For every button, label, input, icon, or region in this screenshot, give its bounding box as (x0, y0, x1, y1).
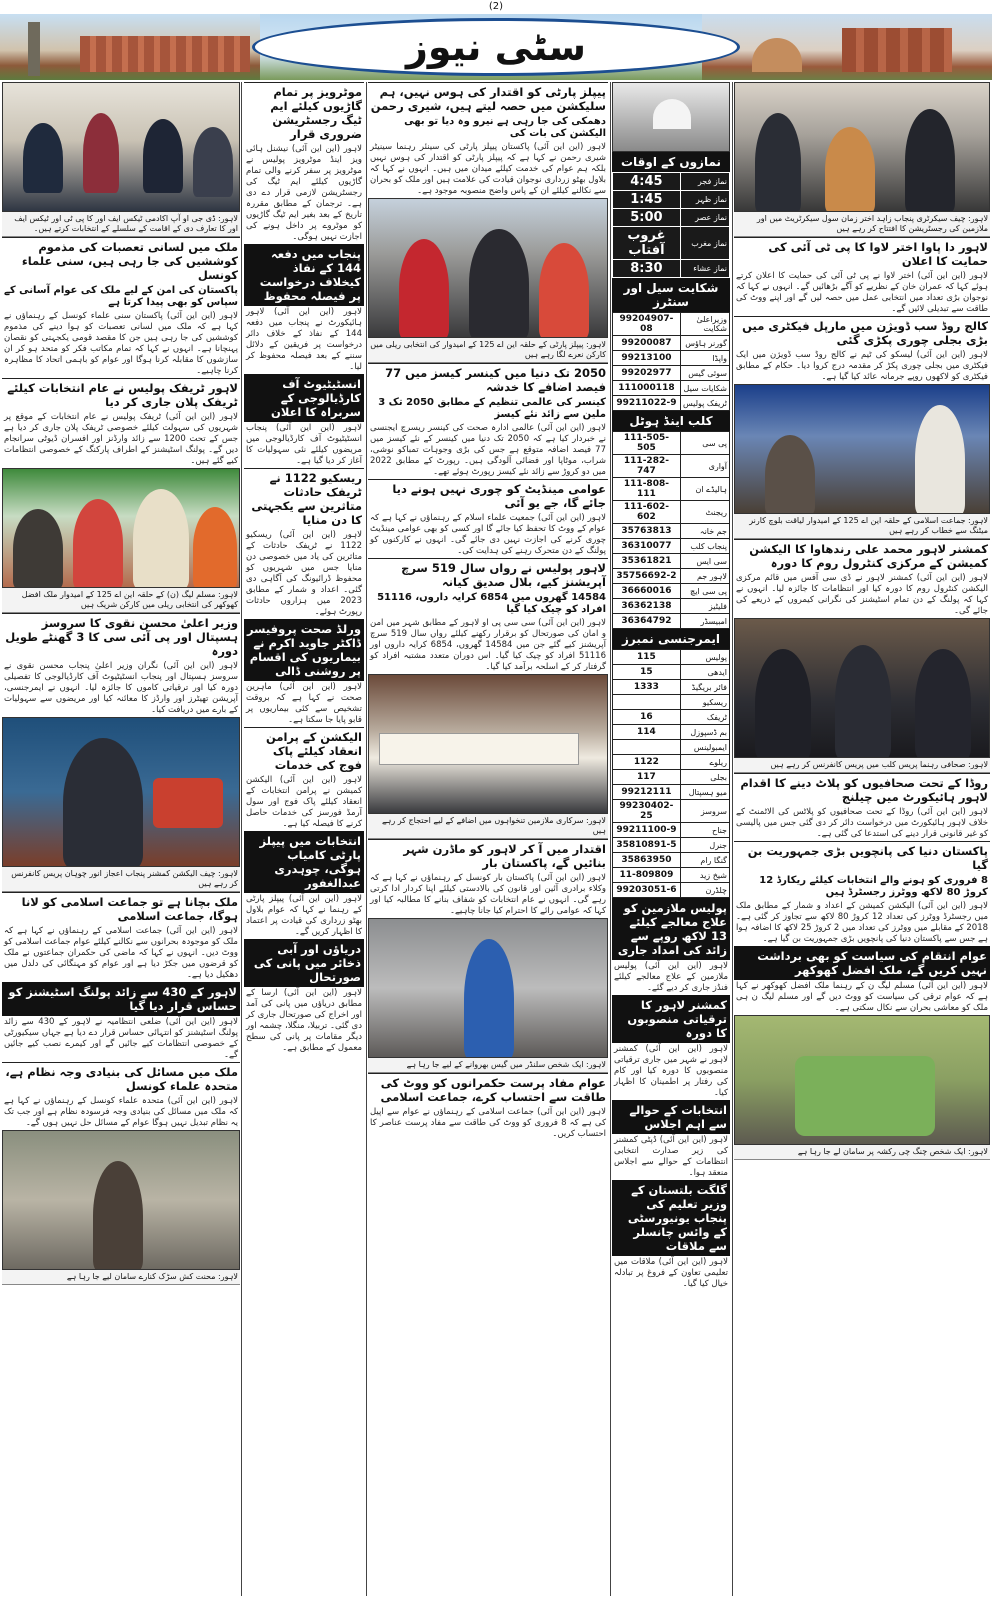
photo-caption: لاہور: محنت کش سڑک کنارے سامان لیے جا رہا ہے (2, 1270, 240, 1285)
article-body: لاہور (این این آئی) مسلم لیگ ن کے رہنما ملک افضل کھوکھر نے کہا ہے کہ عوام ترقی کی سیاست کو ووٹ دیں گے اور مسلم لیگ ن ہی ملک کو معاشی بحران سے نکال سکتی ہے۔ (736, 981, 988, 1013)
emergency-row-label: ایدھی (680, 665, 729, 680)
photo-caption: لاہور: ڈی جی او آپ اکادمی ٹیکس ایف اور کا پی ٹی اور ٹیکس ایف اور کا تعارف دی کے اقامت کے سلسلے کے انتخابات کرتے ہیں۔ (2, 212, 240, 237)
headline: موٹرویز پر تمام گاڑیوں کیلئے ایم ٹیگ رجسٹریشن ضروری قرار (244, 82, 364, 143)
rally-photo (2, 468, 240, 588)
headline: روڈا کے تحت صحافیوں کو پلاٹ دینے کا اقدام لاہور ہائیکورٹ میں چیلنج (734, 773, 990, 806)
emergency-row (613, 650, 730, 665)
emergency-row-value: 114 (613, 725, 681, 740)
headline: کمشنر لاہور محمد علی رندھاوا کا الیکشن کمیشن کے مرکزی کنٹرول روم کا دورہ (734, 539, 990, 572)
emergency-row-value: 35810891-5 (613, 838, 681, 853)
headline: عوام انتقام کی سیاست کو بھی برداشت نہیں کریں گے، ملک افضل کھوکھر (734, 946, 990, 980)
prayer-row-label: نماز عشاء (680, 260, 729, 278)
emergency-row-label: شیخ زید (680, 868, 729, 883)
emergency-row-value: 115 (613, 650, 681, 665)
prayer-row (613, 227, 730, 260)
column-1 (2, 82, 240, 1596)
complaint-row-value: 111000118 (613, 381, 681, 396)
prayer-row (613, 209, 730, 227)
article-body: لاہور (این این آئی) ریسکیو 1122 نے ٹریفک حادثات کے متاثرین کی یاد میں خصوصی دن منایا جس میں شہریوں کو محفوظ ڈرائیونگ کی آگاہی دی گئی۔ اعداد و شمار کے مطابق 2023 میں ہزاروں حادثات رپورٹ ہوئے۔ (246, 530, 362, 617)
headline: پیپلز پارٹی کو اقتدار کی ہوس نہیں، ہم سلیکشن میں حصہ لیتے ہیں، شیری رحمن (368, 82, 608, 115)
headline: دریاؤں اور آبی ذخائر میں پانی کی صورتحال (244, 939, 364, 987)
prayer-row (613, 173, 730, 191)
club-row-label: پی سی (680, 432, 729, 455)
photo-caption: لاہور: سرکاری ملازمین تنخواہوں میں اضافے کے لیے احتجاج کر رہے ہیں (368, 814, 608, 839)
emergency-row (613, 755, 730, 770)
headline: اقتدار میں آ کر لاہور کو ماڈرن شہر بنائیں گے، پاکستان بار (368, 839, 608, 872)
press-conference-photo (2, 717, 240, 867)
subheadline: 8 فروری کو ہونے والے انتخابات کیلئے ریکارڈ 12 کروڑ 80 لاکھ ووٹرز رجسٹرڈ ہیں (759, 875, 988, 898)
prayer-row-value: 8:30 (613, 260, 681, 278)
photo-caption: لاہور: ایک شخص سلنڈر میں گیس بھروانے کے لیے جا رہا ہے (368, 1058, 608, 1073)
article-body: لاہور (این این آئی) پاکستان پیپلز پارٹی کی سینئر رہنما سینیٹر شیری رحمن نے کہا ہے کہ پیپلز پارٹی کو اقتدار کی ہوس نہیں بلکہ ہم عوام کی خدمت کیلئے میدان میں ہیں۔ انہوں نے کہا کہ بلاول بھٹو زرداری نوجوان قیادت کی علامت ہیں اور ملک کو بحران سے نکالنے کیلئے ان کے پاس واضح منصوبہ موجود ہے۔ (370, 142, 606, 196)
club-row (613, 599, 730, 614)
club-row-value: 36362138 (613, 599, 681, 614)
emergency-row-value: 1122 (613, 755, 681, 770)
article-body: لاہور (این این آئی) روڈا کے تحت صحافیوں کو پلاٹس کی الاٹمنٹ کے خلاف لاہور ہائیکورٹ میں درخواست دائر کر دی گئی جس میں پالیسی کو غیر قانونی قرار دینے کی استدعا کی گئی ہے۔ (736, 807, 988, 839)
club-row-value: 36660016 (613, 584, 681, 599)
club-row-label: پنجاب کلب (680, 539, 729, 554)
emergency-row-label: بجلی (680, 770, 729, 785)
headline: ملک بچانا ہے تو جماعت اسلامی کو لانا ہوگا، جماعت اسلامی (2, 892, 240, 925)
complaint-row-value: 99204907-08 (613, 313, 681, 336)
prayer-row-label: نماز ظہر (680, 191, 729, 209)
subheadline: پاکستان کی امن کے لیے ملک کی عوام آسانی کے سپاس کو بھی پیدا کرتا ہے (4, 285, 238, 308)
headline: پولیس ملازمین کو علاج معالجے کیلئے 13 لاکھ روپے سے زائد کی امداد جاری (612, 898, 730, 960)
club-row (613, 554, 730, 569)
article-body: لاہور (این این آئی) اختر لاوا نے پی ٹی آئی کی حمایت کا اعلان کرتے ہوئے کہا کہ عمران خان کے نظریے کو آگے بڑھائیں گے۔ انہوں نے کہا کہ نوجوان بڑی تعداد میں انتخابی عمل میں حصہ لیں گے اور اپنے ووٹ کی طاقت سے تبدیلی لائیں گے۔ (736, 271, 988, 314)
prayer-row (613, 260, 730, 278)
club-row-value: 111-808-111 (613, 478, 681, 501)
emergency-row (613, 823, 730, 838)
column-4-sidebar (612, 82, 730, 1596)
complaint-row (613, 336, 730, 351)
article-body: لاہور (این این آئی) پاکستان بار کونسل کے رہنماؤں نے کہا ہے کہ وکلاء برادری آئین اور قانون کی بالادستی کیلئے اپنا کردار ادا کرتی رہے گی۔ انہوں نے عام انتخابات کو شفاف بنانے کا مطالبہ کیا اور کہا کہ عوامی رائے کا احترام کیا جانا چاہیے۔ (370, 873, 606, 916)
club-row-value: 36364792 (613, 614, 681, 629)
tomb-illustration (752, 38, 802, 72)
headline: پنجاب میں دفعہ 144 کے نفاذ کیخلاف درخواست پر فیصلہ محفوظ (244, 244, 364, 306)
emergency-row-label: چلڈرن (680, 883, 729, 898)
emergency-row-value: 35863950 (613, 853, 681, 868)
club-row-label: سی ایس (680, 554, 729, 569)
emergency-row-label: ٹریفک (680, 710, 729, 725)
prayer-row-value: غروب آفتاب (613, 227, 681, 260)
emergency-row (613, 770, 730, 785)
club-row-label: پی سی ایچ (680, 584, 729, 599)
headline: عوامی مینڈیٹ کو چوری نہیں ہونے دیا جائے گا، جے یو آئی (368, 479, 608, 512)
column-rule (241, 82, 242, 1596)
article-body: لاہور (این این آئی) ارسا کے مطابق دریاؤں میں پانی کی آمد اور اخراج کی صورتحال جاری کر دی گئی۔ تربیلا، منگلا، چشمہ اور دیگر مقامات پر پانی کی سطح معمول کے مطابق ہے۔ (246, 988, 362, 1053)
emergency-row (613, 883, 730, 898)
prayer-times-table (612, 172, 730, 278)
article-body: لاہور (این این آئی) متحدہ علماء کونسل کے رہنماؤں نے کہا ہے کہ ملک میں مسائل کی بنیادی وجہ فرسودہ نظام ہے اور جب تک یہ نظام تبدیل نہیں ہوگا عوام کے مسائل حل نہیں ہوں گے۔ (4, 1096, 238, 1128)
gas-cylinder-photo (368, 918, 608, 1058)
subheadline: کینسر کی عالمی تنظیم کے مطابق 2050 تک 3 ملین سے زائد نئے کیسز (378, 397, 606, 420)
emergency-row (613, 800, 730, 823)
emergency-row-label: ریلوے (680, 755, 729, 770)
club-row-value: 111-505-505 (613, 432, 681, 455)
emergency-row-label: میو ہسپتال (680, 785, 729, 800)
complaint-row-label: ٹریفک پولیس (680, 396, 729, 411)
article-body: لاہور (این این آئی) ضلعی انتظامیہ نے لاہور کے 430 سے زائد پولنگ اسٹیشنز کو انتہائی حساس قرار دے دیا ہے جہاں سیکیورٹی کے خصوصی انتظامات کیے جائیں گے اور کیمرے نصب کیے جائیں گے۔ (4, 1017, 238, 1060)
club-row-label: ریجنٹ (680, 501, 729, 524)
club-row (613, 501, 730, 524)
prayer-row-label: نماز فجر (680, 173, 729, 191)
headline: گلگت بلتستان کے وزیر تعلیم کی پنجاب یونیورسٹی کے وائس چانسلر سے ملاقات (612, 1180, 730, 1256)
photo-caption: لاہور: جماعت اسلامی کے حلقہ این اے 125 کے امیدوار لیاقت بلوچ کارنر میٹنگ سے خطاب کر رہے ہیں (734, 514, 990, 539)
article-body: لاہور (این این آئی) ٹریفک پولیس نے عام انتخابات کے موقع پر شہریوں کی سہولت کیلئے خصوصی ٹریفک پلان جاری کر دیا ہے جس کے تحت 1200 سے زائد وارڈنز اور افسران ڈیوٹی سرانجام دیں گے۔ پولنگ اسٹیشنز کے اطراف پارکنگ کے خصوصی انتظامات کیے گئے ہیں۔ (4, 412, 238, 466)
headline: انتخابات میں پیپلز پارٹی کامیاب ہوگی، چوہدری عبدالغفور (244, 831, 364, 893)
photo-caption: لاہور: چیف سیکرٹری پنجاب زاہد اختر زمان سول سیکرٹریٹ میں اور ملازمین کی رجسٹریشن کا افتتاح کر رہے ہیں (734, 212, 990, 237)
emergency-row (613, 868, 730, 883)
emergency-row-label: جنرل (680, 838, 729, 853)
club-row-label: امبیسڈر (680, 614, 729, 629)
emergency-row-value: 16 (613, 710, 681, 725)
emergency-row-value: 99230402-25 (613, 800, 681, 823)
emergency-row-value: 99211100-9 (613, 823, 681, 838)
section-title: سٹی نیوز (405, 25, 587, 69)
prayer-times-title: نمازوں کے اوقات (612, 152, 730, 172)
club-row-value: 111-602-602 (613, 501, 681, 524)
prayer-row-value: 5:00 (613, 209, 681, 227)
complaint-row (613, 313, 730, 336)
headline: کمشنر لاہور کا ترقیاتی منصوبوں کا دورہ (612, 995, 730, 1043)
club-row (613, 539, 730, 554)
club-row (613, 432, 730, 455)
emergency-row-value: 11-809809 (613, 868, 681, 883)
article-body: لاہور (این این آئی) ملاقات میں تعلیمی تعاون کے فروغ پر تبادلہ خیال کیا گیا۔ (614, 1257, 728, 1289)
minar-illustration (28, 22, 40, 76)
article-body: لاہور (این این آئی) پاکستان سنی علماء کونسل کے رہنماؤں نے کہا ہے کہ ملک میں لسانی تعصبات کو ہوا دینے کی مذموم کوششیں کی جا رہی ہیں جن کا مقصد قومی یکجہتی کو نقصان پہنچانا ہے۔ انہوں نے کہا کہ تمام مکاتب فکر کو متحد ہو کر ان سازشوں کا مقابلہ کرنا ہوگا اور عوام کو باہمی اتحاد کا مظاہرہ کرنا چاہیے۔ (4, 311, 238, 376)
club-row (613, 524, 730, 539)
masthead-right-photo (702, 14, 992, 80)
prayer-row-label: نماز عصر (680, 209, 729, 227)
rally-photo (368, 198, 608, 338)
mosque-photo (612, 82, 730, 152)
headline: ملک میں لسانی تعصبات کی مذموم کوششیں کی جا رہی ہیں، سنی علماء کونسل (2, 237, 240, 284)
emergency-row (613, 838, 730, 853)
article-body: لاہور (این این آئی) کمشنر لاہور نے ڈی سی آفس میں قائم مرکزی الیکشن کنٹرول روم کا دورہ کیا اور انتظامات کا جائزہ لیا۔ انہوں نے کہا کہ پولنگ کے دن تمام اسٹیشنز کی نگرانی کیمروں کے ذریعے کی جائے گی۔ (736, 573, 988, 616)
column-rule (610, 82, 611, 1596)
emergency-row-label: گنگا رام (680, 853, 729, 868)
emergency-row-value: 117 (613, 770, 681, 785)
photo-caption: لاہور: پیپلز پارٹی کے حلقہ این اے 125 کے امیدوار کی انتخابی ریلی میں کارکن نعرے لگا رہے ہیں (368, 338, 608, 363)
club-row (613, 569, 730, 584)
article-body: لاہور (این این آئی) عالمی ادارہ صحت کی کینسر ریسرچ ایجنسی نے خبردار کیا ہے کہ 2050 تک دنیا میں کینسر کے نئے کیسز میں 77 فیصد اضافہ متوقع ہے جس کی بڑی وجوہات تمباکو نوشی، شراب، موٹاپا اور فضائی آلودگی ہیں۔ رپورٹ کے مطابق 2022 میں دو کروڑ سے زائد نئے کیسز رپورٹ ہوئے تھے۔ (370, 423, 606, 477)
prayer-row (613, 191, 730, 209)
article-body: لاہور (این این آئی) پیپلز پارٹی کے رہنما نے کہا کہ عوام بلاول بھٹو زرداری کی قیادت پر اعتماد کا اظہار کریں گے۔ (246, 894, 362, 937)
club-row (613, 584, 730, 599)
emergency-row (613, 680, 730, 695)
article-body: لاہور (این این آئی) پولیس ملازمین کے علاج معالجے کیلئے فنڈز جاری کر دیے گئے۔ (614, 961, 728, 993)
club-row-value: 35756692-2 (613, 569, 681, 584)
masthead-banner (0, 14, 992, 80)
complaint-row-label: وزیراعلیٰ شکایت (680, 313, 729, 336)
fort-illustration (842, 28, 952, 72)
complaint-row (613, 351, 730, 366)
corner-meeting-photo (734, 384, 990, 514)
article-body: لاہور (این این آئی) پنجاب انسٹیٹیوٹ آف کارڈیالوجی میں مریضوں کیلئے نئی سہولیات کا آغاز کر دیا گیا ہے۔ (246, 423, 362, 466)
emergency-title: ایمرجنسی نمبرز (612, 629, 730, 649)
subheadline: 14584 گھروں میں 6854 کرایہ داروں، 51116 افراد کو چیک کیا گیا (377, 592, 606, 615)
complaint-row-value: 99211022-9 (613, 396, 681, 411)
page-number: (2) (488, 1, 504, 12)
club-row (613, 614, 730, 629)
subheadline: دھمکی کی جا رہی ہے نیرو وہ دیا تو بھی الیکشن کی بات کی (404, 116, 606, 139)
club-row-label: لاہور جم (680, 569, 729, 584)
club-row-label: آواری (680, 455, 729, 478)
emergency-row-value (613, 740, 681, 755)
headline: 2050 تک دنیا میں کینسر کیسز میں 77 فیصد اضافے کا خدشہ (368, 363, 608, 396)
complaint-row (613, 381, 730, 396)
article-body: لاہور (این این آئی) لاہور ہائیکورٹ نے پنجاب میں دفعہ 144 کے نفاذ کے خلاف دائر درخواست پر فریقین کے دلائل سننے کے بعد فیصلہ محفوظ کر لیا۔ (246, 307, 362, 372)
emergency-row-label: ریسکیو (680, 695, 729, 710)
article-body: لاہور (این این آئی) جماعت اسلامی کے رہنماؤں نے عوام سے اپیل کی ہے کہ 8 فروری کو ووٹ کی طاقت سے مفاد پرست عناصر کا احتساب کریں۔ (370, 1107, 606, 1139)
article-body: لاہور (این این آئی) ڈپٹی کمشنر کی زیر صدارت انتخابی انتظامات کے حوالے سے اجلاس منعقد ہوا۔ (614, 1135, 728, 1178)
emergency-row-value: 99212111 (613, 785, 681, 800)
club-row-value: 111-282-747 (613, 455, 681, 478)
column-rule (732, 82, 733, 1596)
headline: انتخابات کے حوالے سے اہم اجلاس (612, 1100, 730, 1134)
photo-caption: لاہور: صحافی رہنما پریس کلب میں پریس کانفرنس کر رہے ہیں (734, 758, 990, 773)
emergency-row (613, 695, 730, 710)
article-body: لاہور (این این آئی) جمعیت علماء اسلام کے رہنماؤں نے کہا ہے کہ عوام کے ووٹ کا تحفظ کیا جائے گا اور کسی کو بھی عوامی مینڈیٹ چوری کرنے کی اجازت نہیں دی جائے گی۔ انہوں نے کارکنوں کو پولنگ کے دن متحرک رہنے کی ہدایت کی۔ (370, 513, 606, 556)
article-body: لاہور (این این آئی) ماہرین صحت نے کہا ہے کہ بروقت تشخیص سے کئی بیماریوں پر قابو پایا جا سکتا ہے۔ (246, 682, 362, 725)
rickshaw-photo (734, 1015, 990, 1145)
club-row-label: ہالیڈے ان (680, 478, 729, 501)
headline: ریسکیو 1122 نے ٹریفک حادثات متاثرین سے یکجہتی کا دن منایا (244, 468, 364, 529)
column-5 (734, 82, 990, 1596)
headline: الیکشن کے پرامن انعقاد کیلئے پاک فوج کی خدمات (244, 727, 364, 774)
club-row-label: جم خانہ (680, 524, 729, 539)
article-body: لاہور (این این آئی) الیکشن کمیشن نے پرامن انتخابات کے انعقاد کیلئے پاک فوج اور سول آرمڈ فورسز کی خدمات حاصل کرنے کا فیصلہ کیا ہے۔ (246, 775, 362, 829)
photo-caption: لاہور: مسلم لیگ (ن) کے حلقہ این اے 125 کے امیدوار ملک افضل کھوکھر کی انتخابی ریلی میں کارکن شریک ہیں (2, 588, 240, 613)
headline: لاہور ٹریفک پولیس نے عام انتخابات کیلئے ٹریفک پلان جاری کر دیا (2, 378, 240, 411)
headline: ملک میں مسائل کی بنیادی وجہ نظام ہے، متحدہ علماء کونسل (2, 1062, 240, 1095)
emergency-table (612, 649, 730, 898)
headline: انسٹیٹیوٹ آف کارڈیالوجی کے سربراہ کا اعلان (244, 374, 364, 422)
emergency-row-value: 15 (613, 665, 681, 680)
emergency-row-value: 99203051-6 (613, 883, 681, 898)
headline: عوام مفاد پرست حکمرانوں کو ووٹ کی طاقت سے احتساب کرے، جماعت اسلامی (368, 1073, 608, 1106)
emergency-row-value (613, 695, 681, 710)
headline: وزیر اعلیٰ محسن نقوی کا سروسز ہسپتال اور پی آئی سی کا 3 گھنٹے طویل دورہ (2, 613, 240, 660)
emergency-row-label: جناح (680, 823, 729, 838)
complaint-row-label: واپڈا (680, 351, 729, 366)
headline: کالج روڈ سب ڈویژن میں مارپل فیکٹری میں بڑی بجلی چوری پکڑی گئی (734, 316, 990, 349)
registration-photo (734, 82, 990, 212)
club-row-value: 35361821 (613, 554, 681, 569)
article-body: لاہور (این این آئی) نگران وزیر اعلیٰ پنجاب محسن نقوی نے سروسز ہسپتال اور پنجاب انسٹیٹیوٹ آف کارڈیالوجی کا تفصیلی دورہ کیا اور ترقیاتی کاموں کا جائزہ لیا۔ انہوں نے ایمرجنسی، آپریشن تھیٹرز اور وارڈز کا معائنہ کیا اور مریضوں سے سہولیات کے بارے میں دریافت کیا۔ (4, 661, 238, 715)
headline: ورلڈ صحت پروفیسر ڈاکٹر جاوید اکرم نے بیماریوں کی اقسام پر روشنی ڈالی (244, 619, 364, 681)
prayer-row-label: نماز مغرب (680, 227, 729, 260)
street-photo (2, 1130, 240, 1270)
headline: پاکستان دنیا کی پانچویں بڑی جمہوریت بن گیا (734, 841, 990, 874)
emergency-row-label: بم ڈسپوزل (680, 725, 729, 740)
article-body: لاہور (این این آئی) سی سی پی او لاہور کے مطابق شہر میں امن و امان کی صورتحال کو برقرار رکھنے کیلئے رواں سال 519 سرچ آپریشنز کیے گئے جن میں 14584 گھروں، 6854 کرایہ داروں اور 51116 افراد کو چیک کیا گیا۔ اس دوران متعدد مشتبہ افراد کو گرفتار کر کے اسلحہ برآمد کیا گیا۔ (370, 618, 606, 672)
protest-photo (368, 674, 608, 814)
club-row-value: 35763813 (613, 524, 681, 539)
complaint-row-label: شکایات سیل (680, 381, 729, 396)
emergency-row (613, 710, 730, 725)
club-row (613, 455, 730, 478)
emergency-row (613, 665, 730, 680)
article-body: لاہور (این این آئی) کمشنر لاہور نے شہر میں جاری ترقیاتی منصوبوں کا دورہ کیا اور کام کی رفتار پر اطمینان کا اظہار کیا۔ (614, 1044, 728, 1098)
meeting-photo (2, 82, 240, 212)
column-2 (244, 82, 364, 1596)
masthead-title-oval (252, 18, 740, 76)
prayer-row-value: 1:45 (613, 191, 681, 209)
complaint-row-value: 99213100 (613, 351, 681, 366)
headline: لاہور دا پاوا اختر لاوا کا پی ٹی آئی کی حمایت کا اعلان (734, 237, 990, 270)
complaint-row-value: 99202977 (613, 366, 681, 381)
complaint-row-label: گورنر ہاؤس (680, 336, 729, 351)
article-body: لاہور (این این آئی) جماعت اسلامی کے رہنماؤں نے کہا ہے کہ ملک کو موجودہ بحرانوں سے نکالنے کیلئے عوام جماعت اسلامی کو ووٹ دیں۔ انہوں نے کہا کہ ماضی کی حکمران جماعتوں نے ملک کو قرضوں میں جکڑ دیا ہے اور عوام کو مہنگائی کی دلدل میں دھکیل دیا ہے۔ (4, 926, 238, 980)
emergency-row (613, 853, 730, 868)
complaint-row-value: 99200087 (613, 336, 681, 351)
complaints-title: شکایت سیل اور سنٹرز (612, 278, 730, 312)
article-body: لاہور (این این آئی) نیشنل ہائی ویز اینڈ موٹرویز پولیس نے موٹرویز پر سفر کرنے والی تمام گاڑیوں کیلئے ایم ٹیگ کی رجسٹریشن لازمی قرار دے دی ہے۔ ترجمان کے مطابق مقررہ تاریخ کے بعد بغیر ایم ٹیگ گاڑیوں کو موٹروے پر داخل ہونے کی اجازت نہیں ہوگی۔ (246, 144, 362, 242)
complaint-row (613, 396, 730, 411)
photo-caption: لاہور: ایک شخص چنگ چی رکشہ پر سامان لے جا رہا ہے (734, 1145, 990, 1160)
column-rule (366, 82, 367, 1596)
emergency-row-label: ایمبولینس (680, 740, 729, 755)
emergency-row (613, 740, 730, 755)
emergency-row-value: 1333 (613, 680, 681, 695)
headline: لاہور پولیس نے رواں سال 519 سرچ آپریشنز کیے، بلال صدیق کیانہ (368, 558, 608, 591)
emergency-row-label: فائر بریگیڈ (680, 680, 729, 695)
complaint-row (613, 366, 730, 381)
emergency-row (613, 785, 730, 800)
emergency-row-label: پولیس (680, 650, 729, 665)
masthead-left-photo (0, 14, 260, 80)
building-illustration (80, 36, 250, 72)
prayer-row-value: 4:45 (613, 173, 681, 191)
complaints-table (612, 312, 730, 411)
club-row-label: فلیٹیز (680, 599, 729, 614)
clubs-title: کلب اینڈ ہوٹل (612, 411, 730, 431)
club-row-value: 36310077 (613, 539, 681, 554)
photo-caption: لاہور: چیف الیکشن کمشنر پنجاب اعجاز انور چوہان پریس کانفرنس کر رہے ہیں (2, 867, 240, 892)
clubs-table (612, 431, 730, 629)
complaint-row-label: سوئی گیس (680, 366, 729, 381)
column-3 (368, 82, 608, 1596)
headline: لاہور کے 430 سے زائد پولنگ اسٹیشنز کو حساس قرار دیا گیا (2, 982, 240, 1016)
article-body: لاہور (این این آئی) لیسکو کی ٹیم نے کالج روڈ سب ڈویژن میں ایک فیکٹری میں بجلی چوری پکڑ کر مقدمہ درج کروا دیا۔ حکام کے مطابق فیکٹری کو لاکھوں روپے جرمانہ عائد کیا گیا ہے۔ (736, 350, 988, 382)
press-club-photo (734, 618, 990, 758)
emergency-row (613, 725, 730, 740)
club-row (613, 478, 730, 501)
emergency-row-label: سروسز (680, 800, 729, 823)
article-body: لاہور (این این آئی) الیکشن کمیشن کے اعداد و شمار کے مطابق ملک میں رجسٹرڈ ووٹرز کی تعداد 12 کروڑ 80 لاکھ سے تجاوز کر گئی ہے۔ 2018 کے مقابلے میں ووٹرز کی تعداد میں 2 کروڑ 25 لاکھ کا اضافہ ہوا ہے جس سے پاکستان دنیا کی پانچویں بڑی جمہوریت بن گیا ہے۔ (736, 901, 989, 944)
